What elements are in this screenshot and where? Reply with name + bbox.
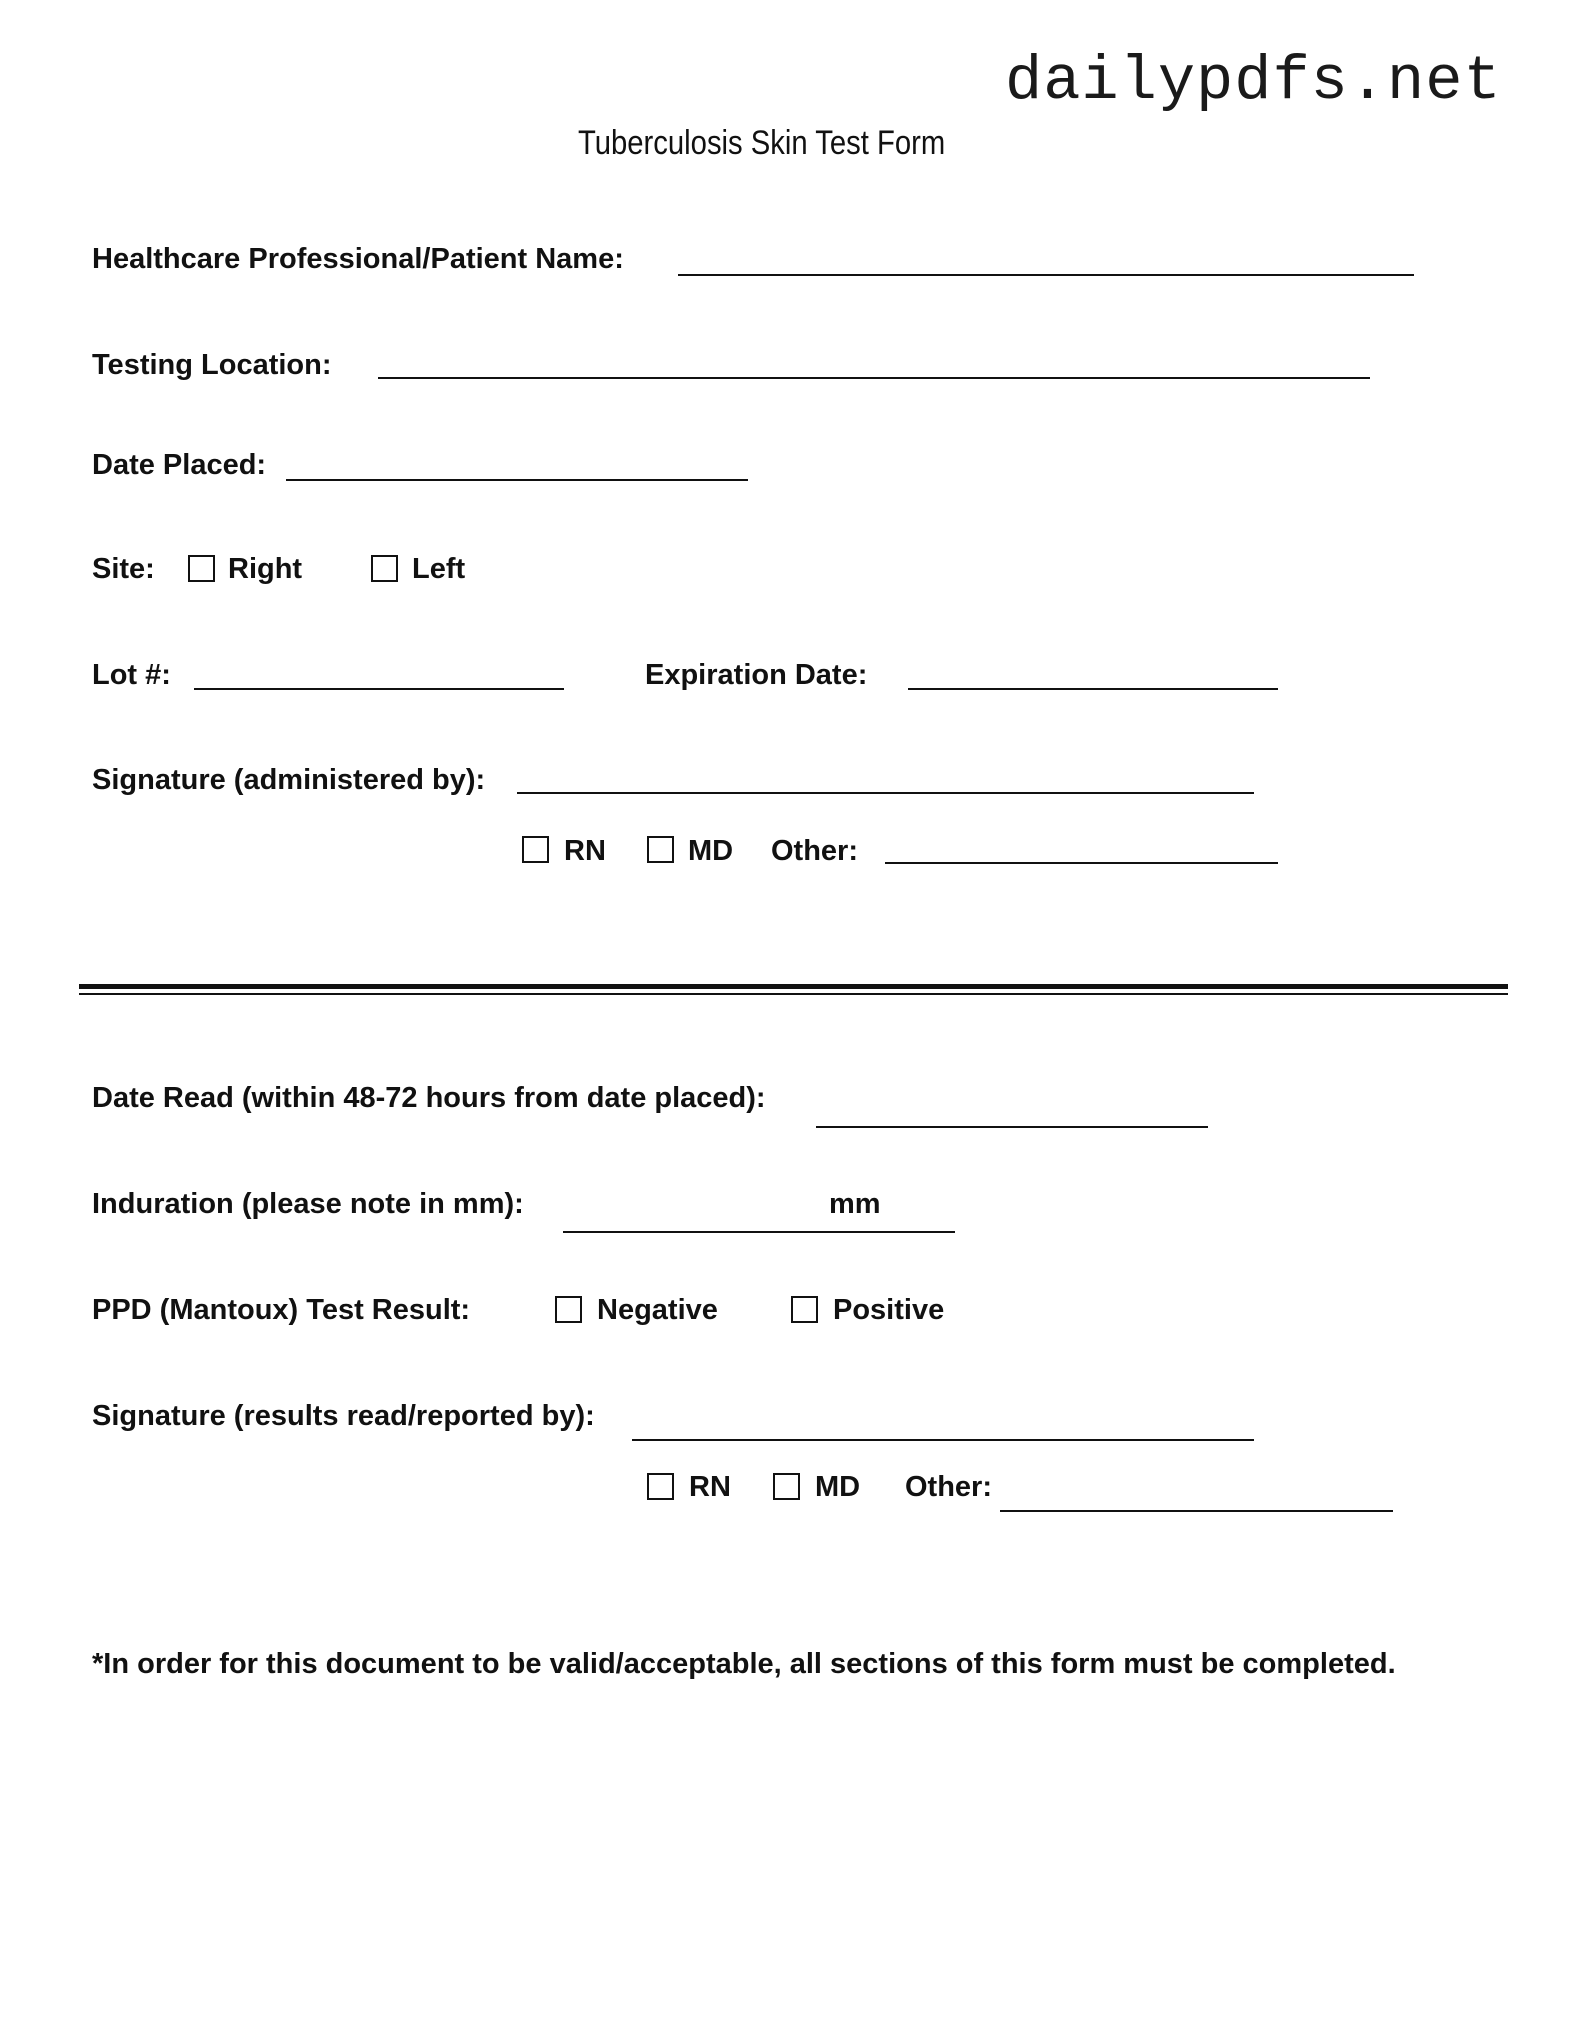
reported-rn-label: RN: [689, 1471, 731, 1503]
test-result-label: PPD (Mantoux) Test Result:: [92, 1294, 471, 1326]
administered-md-checkbox[interactable]: [647, 836, 674, 863]
lot-number-label: Lot #:: [92, 659, 171, 691]
form-title: Tuberculosis Skin Test Form: [578, 124, 946, 162]
induration-label: Induration (please note in mm):: [92, 1188, 524, 1220]
reported-md-checkbox[interactable]: [773, 1473, 800, 1500]
site-right-checkbox[interactable]: [188, 555, 215, 582]
date-placed-field[interactable]: [286, 479, 748, 481]
reported-signature-field[interactable]: [632, 1439, 1254, 1441]
expiration-date-label: Expiration Date:: [645, 659, 868, 691]
administered-md-label: MD: [688, 835, 734, 867]
reported-signature-label: Signature (results read/reported by):: [92, 1400, 595, 1432]
site-right-label: Right: [228, 553, 303, 585]
reported-other-field[interactable]: [1000, 1510, 1393, 1512]
testing-location-field[interactable]: [378, 377, 1370, 379]
site-left-label: Left: [412, 553, 466, 585]
administered-signature-field[interactable]: [517, 792, 1254, 794]
result-positive-label: Positive: [833, 1294, 945, 1326]
administered-other-label: Other:: [771, 835, 858, 867]
expiration-date-field[interactable]: [908, 688, 1278, 690]
administered-other-field[interactable]: [885, 862, 1278, 864]
result-negative-label: Negative: [597, 1294, 718, 1326]
induration-field[interactable]: [563, 1231, 955, 1233]
site-left-checkbox[interactable]: [371, 555, 398, 582]
induration-unit: mm: [829, 1188, 881, 1220]
testing-location-label: Testing Location:: [92, 349, 332, 381]
reported-other-label: Other:: [905, 1471, 992, 1503]
name-label: Healthcare Professional/Patient Name:: [92, 243, 624, 275]
reported-rn-checkbox[interactable]: [647, 1473, 674, 1500]
date-placed-label: Date Placed:: [92, 449, 267, 481]
result-positive-checkbox[interactable]: [791, 1296, 818, 1323]
lot-number-field[interactable]: [194, 688, 564, 690]
name-field[interactable]: [678, 274, 1414, 276]
date-read-label: Date Read (within 48-72 hours from date placed):: [92, 1082, 766, 1114]
section-divider-thick: [79, 984, 1508, 989]
reported-md-label: MD: [815, 1471, 861, 1503]
result-negative-checkbox[interactable]: [555, 1296, 582, 1323]
watermark-text: dailypdfs.net: [1005, 46, 1502, 117]
date-read-field[interactable]: [816, 1126, 1208, 1128]
section-divider-thin: [79, 993, 1508, 995]
administered-rn-label: RN: [564, 835, 606, 867]
administered-signature-label: Signature (administered by):: [92, 764, 486, 796]
administered-rn-checkbox[interactable]: [522, 836, 549, 863]
site-label: Site:: [92, 553, 155, 585]
completion-footnote: *In order for this document to be valid/acceptable, all sections of this form must be completed.: [92, 1648, 1396, 1680]
